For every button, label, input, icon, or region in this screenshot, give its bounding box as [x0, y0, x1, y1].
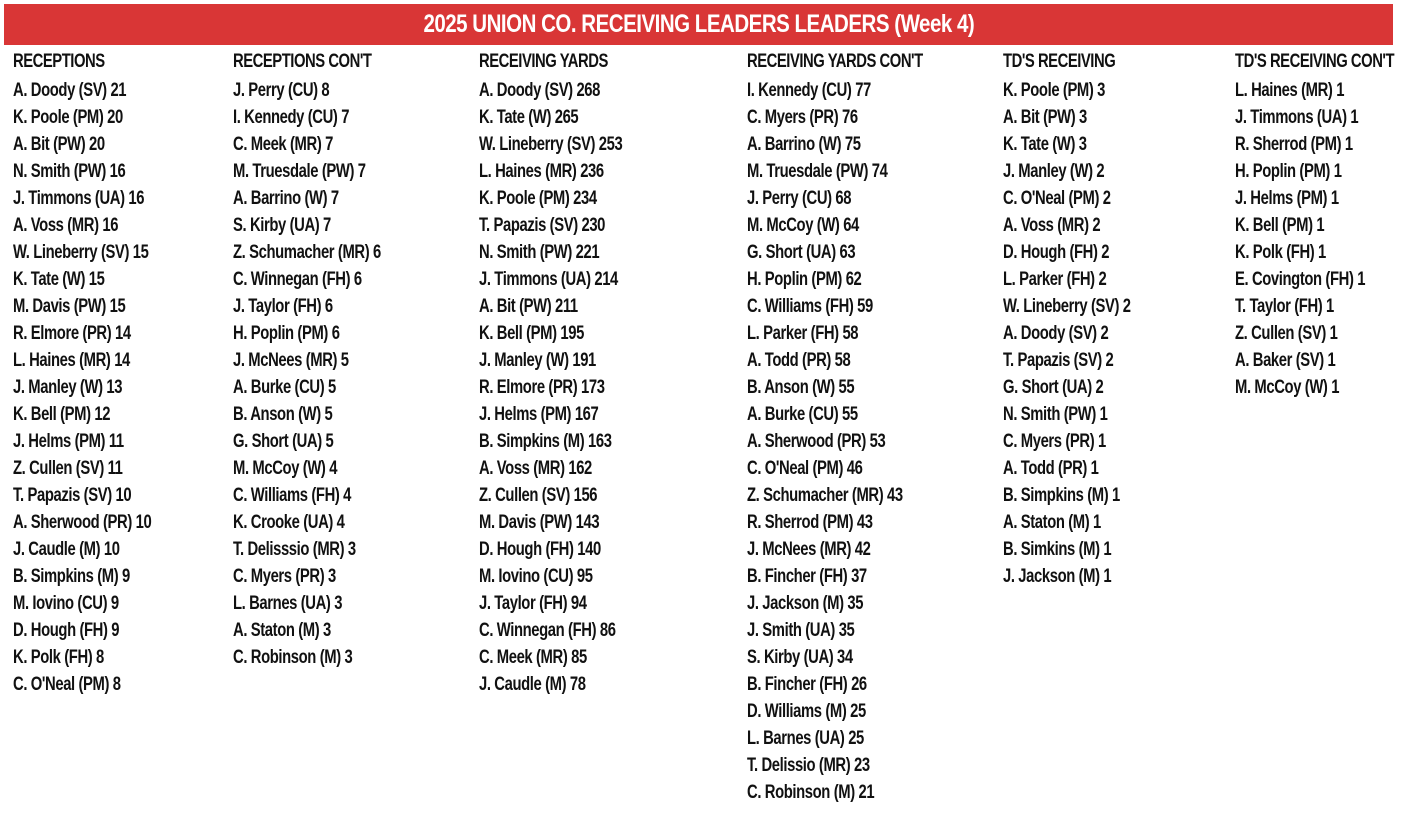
list-item: M. McCoy (W) 64 [747, 215, 859, 236]
list-item: J. Timmons (UA) 1 [1235, 107, 1359, 128]
list-item: W. Lineberry (SV) 253 [479, 134, 623, 155]
list-item: K. Tate (W) 265 [479, 107, 579, 128]
leader-list [13, 77, 190, 698]
list-item: C. O'Neal (PM) 46 [747, 458, 863, 479]
list-item: L. Haines (MR) 14 [13, 350, 130, 371]
list-item: Z. Cullen (SV) 156 [479, 485, 598, 506]
column-header: RECEPTIONS CON'T [233, 51, 372, 72]
list-item: Z. Cullen (SV) 11 [13, 458, 123, 479]
list-item: J. Timmons (UA) 16 [13, 188, 145, 209]
list-item: J. Taylor (FH) 94 [479, 593, 587, 614]
list-item: K. Bell (PM) 195 [479, 323, 584, 344]
list-item: K. Bell (PM) 12 [13, 404, 111, 425]
list-item: J. Perry (CU) 68 [747, 188, 852, 209]
list-item: B. Simpkins (M) 9 [13, 566, 130, 587]
list-item: K. Polk (FH) 1 [1235, 242, 1326, 263]
list-item: D. Hough (FH) 9 [13, 620, 120, 641]
list-item: A. Sherwood (PR) 53 [747, 431, 886, 452]
list-item: R. Elmore (PR) 173 [479, 377, 605, 398]
list-item: B. Simpkins (M) 163 [479, 431, 612, 452]
list-item: A. Baker (SV) 1 [1235, 350, 1336, 371]
list-item: B. Fincher (FH) 37 [747, 566, 867, 587]
column-receiving-yards [479, 50, 663, 698]
list-item: J. Caudle (M) 78 [479, 674, 586, 695]
list-item: C. Robinson (M) 21 [747, 782, 875, 803]
list-item: M. McCoy (W) 4 [233, 458, 338, 479]
list-item: A. Voss (MR) 162 [479, 458, 592, 479]
list-item: J. Caudle (M) 10 [13, 539, 120, 560]
column-header: RECEIVING YARDS CON'T [747, 51, 923, 72]
list-item: C. Myers (PR) 1 [1003, 431, 1106, 452]
list-item: C. Myers (PR) 76 [747, 107, 858, 128]
list-item: J. Manley (W) 2 [1003, 161, 1105, 182]
title-banner [4, 4, 1393, 45]
list-item: L. Parker (FH) 2 [1003, 269, 1107, 290]
list-item: L. Barnes (UA) 3 [233, 593, 343, 614]
list-item: G. Short (UA) 2 [1003, 377, 1104, 398]
list-item: Z. Schumacher (MR) 6 [233, 242, 381, 263]
list-item: A. Barrino (W) 75 [747, 134, 861, 155]
leader-list [233, 77, 423, 671]
column-header: RECEPTIONS [13, 51, 105, 72]
list-item: J. Jackson (M) 35 [747, 593, 864, 614]
list-item: A. Burke (CU) 5 [233, 377, 336, 398]
list-item: G. Short (UA) 63 [747, 242, 856, 263]
column-receptions-cont [233, 50, 423, 671]
list-item: S. Kirby (UA) 7 [233, 215, 331, 236]
list-item: R. Elmore (PR) 14 [13, 323, 131, 344]
list-item: B. Anson (W) 5 [233, 404, 333, 425]
list-item: A. Voss (MR) 2 [1003, 215, 1101, 236]
list-item: J. Timmons (UA) 214 [479, 269, 618, 290]
list-item: Z. Schumacher (MR) 43 [747, 485, 903, 506]
column-header: TD'S RECEIVING [1003, 51, 1116, 72]
column-receiving-yards-cont [747, 50, 972, 806]
list-item: R. Sherrod (PM) 43 [747, 512, 873, 533]
list-item: A. Voss (MR) 16 [13, 215, 119, 236]
list-item: J. Helms (PM) 11 [13, 431, 124, 452]
list-item: T. Delissio (MR) 23 [747, 755, 870, 776]
list-item: J. McNees (MR) 5 [233, 350, 349, 371]
list-item: A. Todd (PR) 58 [747, 350, 851, 371]
list-item: T. Taylor (FH) 1 [1235, 296, 1334, 317]
list-item: B. Anson (W) 55 [747, 377, 855, 398]
list-item: M. Davis (PW) 143 [479, 512, 600, 533]
leader-list [747, 77, 972, 806]
list-item: K. Poole (PM) 20 [13, 107, 123, 128]
list-item: A. Sherwood (PR) 10 [13, 512, 152, 533]
list-item: G. Short (UA) 5 [233, 431, 334, 452]
list-item: K. Crooke (UA) 4 [233, 512, 345, 533]
list-item: J. Helms (PM) 1 [1235, 188, 1339, 209]
list-item: C. Williams (FH) 4 [233, 485, 352, 506]
list-item: J. Manley (W) 191 [479, 350, 596, 371]
column-header: TD'S RECEIVING CON'T [1235, 51, 1395, 72]
list-item: W. Lineberry (SV) 15 [13, 242, 149, 263]
list-item: B. Simpkins (M) 1 [1003, 485, 1120, 506]
list-item: A. Bit (PW) 211 [479, 296, 578, 317]
list-item: K. Tate (W) 3 [1003, 134, 1087, 155]
page-title: 2025 UNION CO. RECEIVING LEADERS LEADERS (Week 4) [423, 10, 974, 38]
list-item: J. Smith (UA) 35 [747, 620, 855, 641]
list-item: T. Papazis (SV) 10 [13, 485, 132, 506]
list-item: T. Papazis (SV) 2 [1003, 350, 1114, 371]
list-item: M. Truesdale (PW) 7 [233, 161, 366, 182]
list-item: H. Poplin (PM) 1 [1235, 161, 1342, 182]
list-item: T. Delisssio (MR) 3 [233, 539, 356, 560]
list-item: C. Meek (MR) 7 [233, 134, 333, 155]
list-item: D. Hough (FH) 2 [1003, 242, 1110, 263]
list-item: S. Kirby (UA) 34 [747, 647, 853, 668]
list-item: L. Barnes (UA) 25 [747, 728, 864, 749]
column-receptions [13, 50, 190, 698]
list-item: N. Smith (PW) 221 [479, 242, 600, 263]
list-item: J. Jackson (M) 1 [1003, 566, 1112, 587]
list-item: Z. Cullen (SV) 1 [1235, 323, 1338, 344]
leader-list [1003, 77, 1167, 590]
list-item: J. Taylor (FH) 6 [233, 296, 333, 317]
list-item: K. Poole (PM) 234 [479, 188, 597, 209]
list-item: A. Doody (SV) 2 [1003, 323, 1109, 344]
list-item: T. Papazis (SV) 230 [479, 215, 606, 236]
list-item: C. Winnegan (FH) 86 [479, 620, 616, 641]
list-item: J. Helms (PM) 167 [479, 404, 599, 425]
list-item: I. Kennedy (CU) 7 [233, 107, 350, 128]
list-item: K. Poole (PM) 3 [1003, 80, 1106, 101]
list-item: A. Bit (PW) 20 [13, 134, 105, 155]
list-item: H. Poplin (PM) 62 [747, 269, 862, 290]
list-item: J. McNees (MR) 42 [747, 539, 871, 560]
list-item: C. O'Neal (PM) 8 [13, 674, 121, 695]
list-item: A. Staton (M) 3 [233, 620, 331, 641]
list-item: W. Lineberry (SV) 2 [1003, 296, 1131, 317]
list-item: M. Iovino (CU) 95 [479, 566, 593, 587]
list-item: L. Haines (MR) 236 [479, 161, 604, 182]
list-item: B. Simkins (M) 1 [1003, 539, 1112, 560]
list-item: J. Manley (W) 13 [13, 377, 123, 398]
list-item: C. O'Neal (PM) 2 [1003, 188, 1111, 209]
list-item: M. Iovino (CU) 9 [13, 593, 119, 614]
list-item: C. Robinson (M) 3 [233, 647, 353, 668]
column-td-receiving-cont [1235, 50, 1401, 401]
list-item: B. Fincher (FH) 26 [747, 674, 867, 695]
list-item: A. Staton (M) 1 [1003, 512, 1101, 533]
list-item: C. Meek (MR) 85 [479, 647, 587, 668]
list-item: L. Haines (MR) 1 [1235, 80, 1345, 101]
list-item: A. Burke (CU) 55 [747, 404, 858, 425]
leader-list [479, 77, 663, 698]
list-item: D. Hough (FH) 140 [479, 539, 601, 560]
column-td-receiving [1003, 50, 1167, 590]
list-item: A. Doody (SV) 268 [479, 80, 601, 101]
list-item: J. Perry (CU) 8 [233, 80, 330, 101]
list-item: C. Winnegan (FH) 6 [233, 269, 362, 290]
leader-list [1235, 77, 1401, 401]
list-item: C. Williams (FH) 59 [747, 296, 873, 317]
list-item: N. Smith (PW) 16 [13, 161, 126, 182]
list-item: M. Truesdale (PW) 74 [747, 161, 888, 182]
list-item: M. Davis (PW) 15 [13, 296, 126, 317]
list-item: K. Polk (FH) 8 [13, 647, 104, 668]
list-item: H. Poplin (PM) 6 [233, 323, 340, 344]
list-item: D. Williams (M) 25 [747, 701, 866, 722]
list-item: A. Todd (PR) 1 [1003, 458, 1099, 479]
list-item: N. Smith (PW) 1 [1003, 404, 1108, 425]
list-item: M. McCoy (W) 1 [1235, 377, 1340, 398]
list-item: K. Bell (PM) 1 [1235, 215, 1325, 236]
column-header: RECEIVING YARDS [479, 51, 608, 72]
list-item: R. Sherrod (PM) 1 [1235, 134, 1353, 155]
list-item: E. Covington (FH) 1 [1235, 269, 1366, 290]
list-item: C. Myers (PR) 3 [233, 566, 336, 587]
list-item: A. Bit (PW) 3 [1003, 107, 1087, 128]
list-item: I. Kennedy (CU) 77 [747, 80, 871, 101]
list-item: A. Barrino (W) 7 [233, 188, 339, 209]
list-item: K. Tate (W) 15 [13, 269, 105, 290]
list-item: L. Parker (FH) 58 [747, 323, 859, 344]
list-item: A. Doody (SV) 21 [13, 80, 127, 101]
